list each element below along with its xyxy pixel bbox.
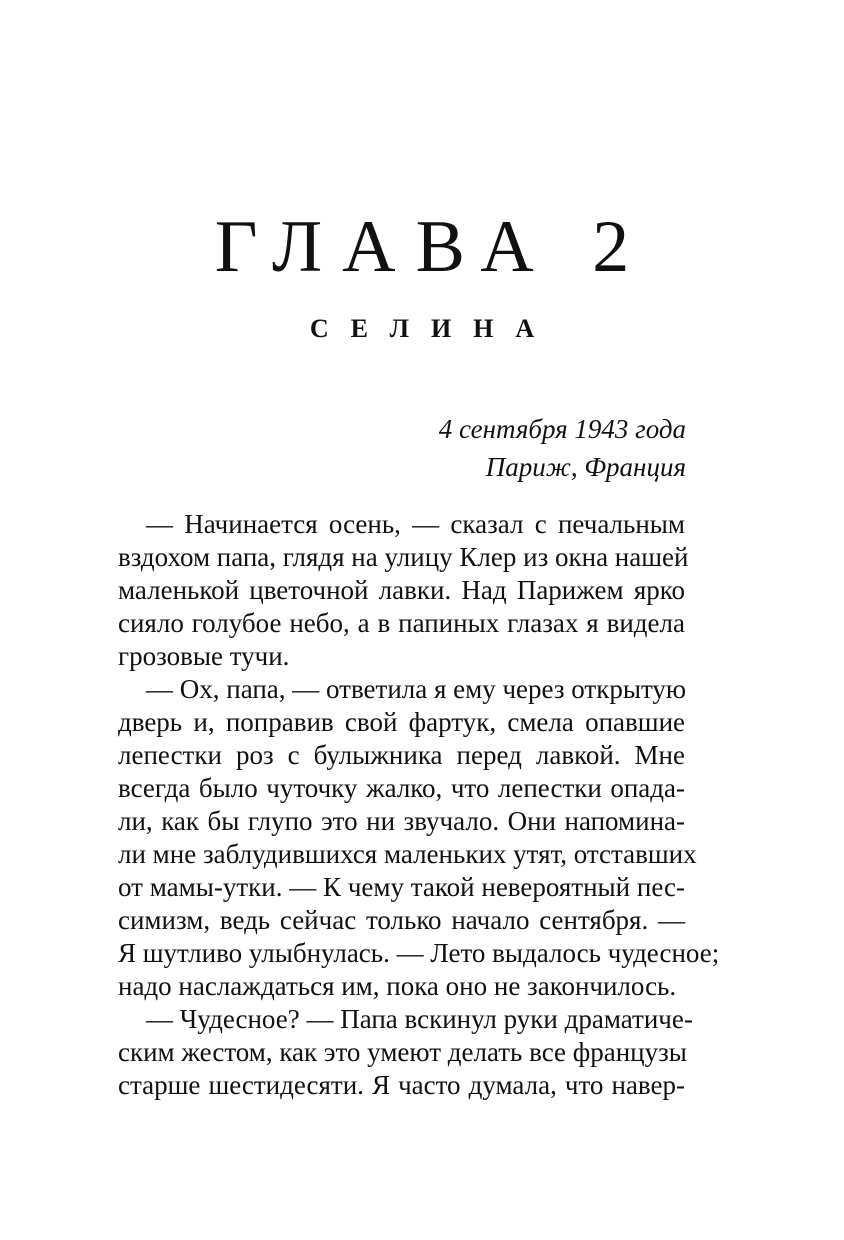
text-line: маленькой цветочной лавки. Над Парижем ярко xyxy=(118,575,685,605)
paragraph xyxy=(118,673,720,1003)
paragraph xyxy=(118,508,689,673)
dateline-place: Париж, Франция xyxy=(485,452,686,482)
text-line: Я шутливо улыбнулась. — Лето выдалось чудесное; xyxy=(118,938,720,968)
text-line: — Ох, папа, — ответила я ему через открытую xyxy=(146,674,687,704)
text-line: ли мне заблудившихся маленьких утят, отставших xyxy=(118,839,697,869)
text-line: старше шестидесяти. Я часто думала, что навер- xyxy=(118,1070,685,1100)
chapter-title: ГЛАВА 2 xyxy=(214,206,650,288)
dateline-date: 4 сентября 1943 года xyxy=(438,414,686,444)
text-line: от мамы-утки. — К чему такой невероятный пес- xyxy=(118,872,685,902)
text-line: дверь и, поправив свой фартук, смела опавшие xyxy=(118,707,685,737)
text-line: вздохом папа, глядя на улицу Клер из окна нашей xyxy=(118,542,689,572)
chapter-subtitle: СЕЛИНА xyxy=(309,314,557,343)
text-line: — Начинается осень, — сказал с печальным xyxy=(146,509,685,539)
text-line: надо наслаждаться им, пока оно не закончилось. xyxy=(118,971,677,1001)
text-line: лепестки роз с булыжника перед лавкой. Мне xyxy=(118,740,685,770)
text-line: симизм, ведь сейчас только начало сентября. — xyxy=(118,905,685,935)
text-line: ским жестом, как это умеют делать все французы xyxy=(118,1037,687,1067)
body-text xyxy=(118,508,720,1102)
paragraph xyxy=(118,1003,693,1102)
text-line: всегда было чуточку жалко, что лепестки опада- xyxy=(118,773,685,803)
text-line: сияло голубое небо, а в папиных глазах я видела xyxy=(118,608,685,638)
text-line: ли, как бы глупо это ни звучало. Они напомина- xyxy=(118,806,685,836)
dateline xyxy=(439,410,686,486)
text-line: грозовые тучи. xyxy=(118,641,290,671)
text-line: — Чудесное? — Папа вскинул руки драматиче- xyxy=(146,1004,693,1034)
